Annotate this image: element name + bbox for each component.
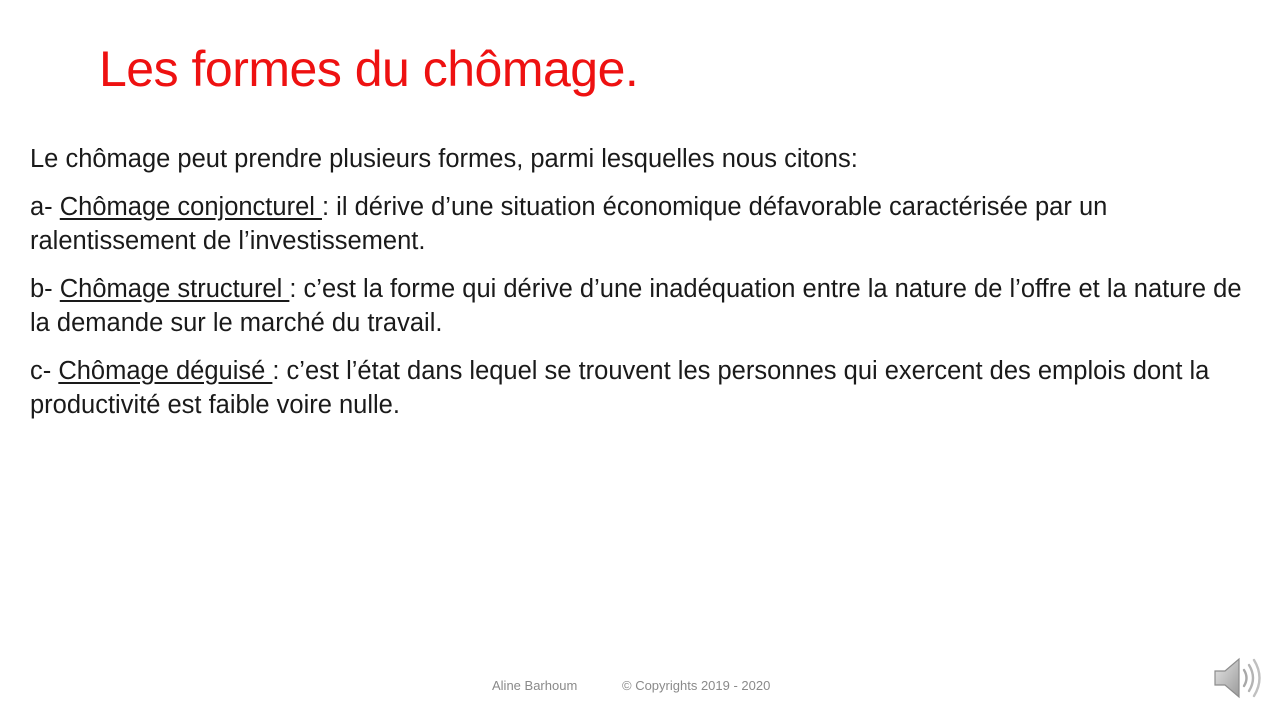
list-item-deguise <box>30 354 1245 422</box>
item-term: Chômage déguisé <box>58 357 273 385</box>
item-text: : c’est l’état dans lequel se trouvent les personnes qui exercent des emplois dont la productivité est faible voire nulle. <box>30 357 1210 419</box>
item-prefix: b- <box>30 275 60 303</box>
item-prefix: c- <box>30 357 59 385</box>
slide-title: Les formes du chômage. <box>99 41 639 97</box>
item-text: : il dérive d’une situation économique défavorable caractérisée par un ralentissement de l’investissement. <box>30 193 1108 255</box>
item-text: : c’est la forme qui dérive d’une inadéquation entre la nature de l’offre et la nature de la demande sur le marché du travail. <box>30 275 1242 337</box>
list-item-structurel <box>30 272 1245 340</box>
list-item-conjoncturel <box>30 190 1245 258</box>
intro-paragraph: Le chômage peut prendre plusieurs formes, parmi lesquelles nous citons: <box>30 145 858 173</box>
speaker-icon[interactable] <box>1212 654 1266 702</box>
item-prefix: a- <box>30 193 60 221</box>
footer-author: Aline Barhoum <box>492 678 578 693</box>
item-term: Chômage structurel <box>59 275 290 303</box>
item-term: Chômage conjoncturel <box>59 193 322 221</box>
slide-body <box>30 142 1245 436</box>
footer-copyright: © Copyrights 2019 - 2020 <box>622 678 771 693</box>
